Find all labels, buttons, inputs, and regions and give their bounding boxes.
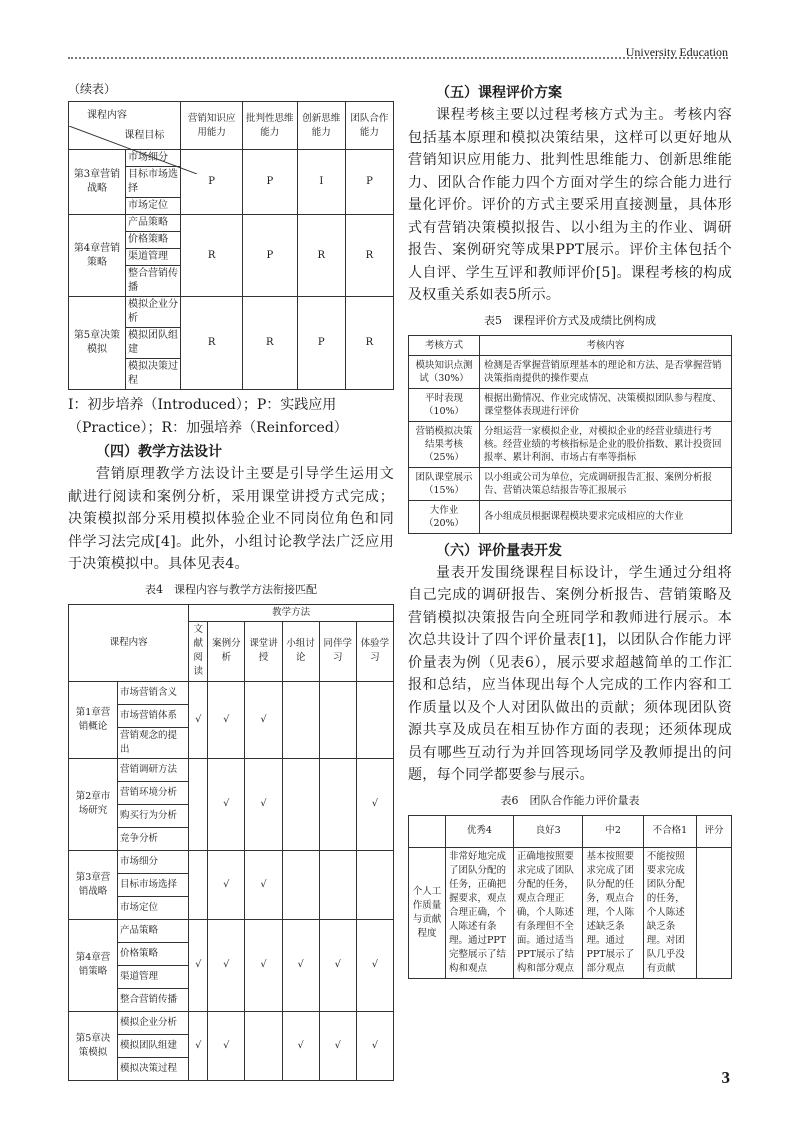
check-mark-cell [282, 758, 319, 850]
check-mark-cell: √ [189, 919, 208, 1011]
topic-cell: 市场营销含义 [118, 681, 189, 704]
topic-cell: 产品策略 [126, 215, 181, 232]
criteria-cell: 正确地按照要求完成了团队分配的任务，观点合理正确，个人陈述有条理但不全面。通过适当PPT展示了结构和部分观点 [513, 847, 583, 978]
check-mark-cell: √ [319, 1011, 356, 1080]
content-cell: 根据出勤情况、作业完成情况、决策模拟团队参与程度、课堂整体表现进行评价 [480, 388, 732, 421]
table3-continued [68, 101, 394, 390]
table5-header: 考核内容 [480, 335, 732, 355]
check-mark-cell: √ [245, 850, 282, 919]
method-cell: 团队课堂展示（15%） [409, 467, 480, 500]
topic-cell: 目标市场选择 [126, 167, 181, 198]
topic-cell: 模拟企业分析 [118, 1011, 189, 1034]
check-mark-cell: √ [208, 919, 245, 1011]
topic-cell: 模拟企业分析 [126, 297, 181, 328]
topic-cell: 营销调研方法 [118, 758, 189, 781]
check-mark-cell [319, 681, 356, 758]
chapter-cell: 第5章决策模拟 [69, 1011, 118, 1080]
criteria-cell: 基本按照要求完成了团队分配的任务，观点合理，个人陈述缺乏条理。通过PPT展示了部分观点 [583, 847, 643, 978]
table5-header: 考核方式 [409, 335, 480, 355]
value-cell: R [297, 215, 345, 297]
methods-header: 教学方法 [189, 604, 394, 621]
page-number: 3 [721, 1068, 730, 1087]
check-mark-cell [282, 850, 319, 919]
table-row [69, 919, 394, 942]
goal-header: 团队合作能力 [345, 102, 393, 150]
topic-cell: 竞争分析 [118, 827, 189, 850]
check-mark-cell [189, 758, 208, 850]
table-row [69, 758, 394, 781]
method-cell: 模块知识点测试（30%） [409, 355, 480, 388]
table6 [408, 815, 732, 979]
section4-text: 营销原理教学方法设计主要是引导学生运用文献进行阅读和案例分析，采用课堂讲授方式完成；决策模拟部分采用模拟体验企业不同岗位角色和同伴学习法完成[4]。此外，小组讨论教学法广泛应用于决策模拟中。具体见表4。 [68, 466, 394, 572]
criteria-cell: 不能按照要求完成团队分配的任务，个人陈述缺乏条理。对团队几乎没有贡献 [643, 847, 696, 978]
topic-cell: 市场定位 [118, 896, 189, 919]
table6-caption: 表6 团队合作能力评价量表 [500, 793, 640, 807]
method-cell: 营销模拟决策结果考核（25%） [409, 421, 480, 467]
check-mark-cell: √ [319, 919, 356, 1011]
table6-header [409, 815, 446, 847]
topic-cell: 市场细分 [126, 150, 181, 167]
check-mark-cell: √ [282, 919, 319, 1011]
table-row [69, 1011, 394, 1034]
method-header: 文献阅读 [189, 621, 208, 681]
check-mark-cell: √ [208, 850, 245, 919]
content-cell: 分组运营一家模拟企业，对模拟企业的经营业绩进行考核。经营业绩的考核指标是企业的股价指数、累计投资回报率、累计利润、市场占有率等指标 [480, 421, 732, 467]
check-mark-cell: √ [356, 919, 393, 1011]
topic-cell: 整合营销传播 [126, 266, 181, 297]
section6-title: （六）评价量表开发 [436, 542, 562, 559]
topic-cell: 市场营销体系 [118, 704, 189, 727]
topic-cell: 模拟团队组建 [126, 328, 181, 359]
chapter-cell: 第4章营销策略 [69, 215, 126, 297]
check-mark-cell: √ [245, 681, 282, 758]
check-mark-cell: √ [245, 758, 282, 850]
check-mark-cell: √ [245, 919, 282, 1011]
chapter-cell: 第5章决策模拟 [69, 297, 126, 390]
chapter-cell: 第3章营销战略 [69, 850, 118, 919]
table4 [68, 604, 394, 1081]
table5 [408, 335, 732, 534]
chapter-cell: 第4章营销策略 [69, 919, 118, 1011]
section6-text: 量表开发围绕课程目标设计，学生通过分组将自己完成的调研报告、案例分析报告、营销策略及营销模拟决策报告向全班同学和教师进行展示。本次总共设计了四个评价量表[1]，以团队合作能力评价量表为例（见表6），展示要求超越简单的工作汇报和总结，应当体现出每个人完成的工作内容和工作质量以及个人对团队做出的贡献；须体现团队资源共享及成员在相互协作方面的表现；还须体现成员有哪些互动行为并回答现场同学及教师提出的问题，每个同学都要参与展示。 [408, 564, 732, 783]
topic-cell: 产品策略 [118, 919, 189, 942]
method-header: 案例分析 [208, 621, 245, 681]
method-cell: 大作业（20%） [409, 500, 480, 533]
table6-header: 评分 [697, 815, 732, 847]
check-mark-cell: √ [189, 681, 208, 758]
topic-cell: 模拟决策过程 [126, 359, 181, 390]
chapter-cell: 第1章营销概论 [69, 681, 118, 758]
value-cell: P [242, 215, 297, 297]
check-mark-cell [356, 850, 393, 919]
check-mark-cell [356, 681, 393, 758]
table3-corner [69, 102, 181, 150]
check-mark-cell [245, 1011, 282, 1080]
topic-cell: 渠道管理 [118, 965, 189, 988]
section5-title: （五）课程评价方案 [436, 85, 562, 101]
topic-cell: 购买行为分析 [118, 804, 189, 827]
check-mark-cell [319, 758, 356, 850]
check-mark-cell: √ [208, 758, 245, 850]
table6-header: 良好3 [513, 815, 583, 847]
continued-label: （续表） [68, 82, 117, 96]
value-cell: R [345, 297, 393, 390]
topic-cell: 目标市场选择 [118, 873, 189, 896]
value-cell: R [345, 215, 393, 297]
method-cell: 平时表现（10%） [409, 388, 480, 421]
row-label-cell: 个人工作质量与贡献程度 [409, 847, 446, 978]
topic-cell: 渠道管理 [126, 249, 181, 266]
journal-name: University Education [625, 45, 728, 59]
check-mark-cell: √ [356, 758, 393, 850]
value-cell: P [242, 150, 297, 215]
value-cell: I [297, 150, 345, 215]
criteria-cell: 非常好地完成了团队分配的任务，正确把握要求，观点合理正确，个人陈述有条理。通过PPT完整展示了结构和观点 [446, 847, 514, 978]
score-cell [697, 847, 732, 978]
value-cell: P [345, 150, 393, 215]
corner-top-label: 课程目标 [124, 129, 165, 141]
table-row [69, 850, 394, 873]
topic-cell: 价格策略 [126, 232, 181, 249]
check-mark-cell [282, 681, 319, 758]
method-header: 体验学习 [356, 621, 393, 681]
right-column [408, 80, 732, 979]
table4-caption: 表4 课程内容与教学方法衔接匹配 [145, 582, 317, 596]
topic-cell: 整合营销传播 [118, 988, 189, 1011]
check-mark-cell [319, 850, 356, 919]
table6-header: 不合格1 [643, 815, 696, 847]
check-mark-cell [189, 850, 208, 919]
table6-header: 优秀4 [446, 815, 514, 847]
topic-cell: 价格策略 [118, 942, 189, 965]
table-row [69, 681, 394, 704]
check-mark-cell: √ [208, 1011, 245, 1080]
goal-header: 创新思维能力 [297, 102, 345, 150]
topic-cell: 市场定位 [126, 198, 181, 215]
value-cell: P [181, 150, 243, 215]
check-mark-cell: √ [282, 1011, 319, 1080]
content-cell: 检测是否掌握营销原理基本的理论和方法、是否掌握营销决策指南提供的操作要点 [480, 355, 732, 388]
method-header: 小组讨论 [282, 621, 319, 681]
value-cell: R [181, 215, 243, 297]
content-cell: 以小组或公司为单位，完成调研报告汇报、案例分析报告、营销决策总结报告等汇报展示 [480, 467, 732, 500]
check-mark-cell: √ [208, 681, 245, 758]
chapter-cell: 第2章市场研究 [69, 758, 118, 850]
topic-cell: 模拟团队组建 [118, 1034, 189, 1057]
chapter-cell: 第3章营销战略 [69, 150, 126, 215]
section4-title: （四）教学方法设计 [96, 444, 222, 460]
check-mark-cell: √ [189, 1011, 208, 1080]
section5-text: 课程考核主要以过程考核方式为主。考核内容包括基本原理和模拟决策结果，这样可以更好地从营销知识应用能力、批判性思维能力、创新思维能力、团队合作能力四个方面对学生的综合能力进行量化评价。评价的方式主要采用直接测量，具体形式有营销决策模拟报告、以小组为主的作业、调研报告、案例研究等成果PPT展示。评价主体包括个人自评、学生互评和教师评价[5]。课程考核的构成及权重关系如表5所示。 [408, 107, 732, 303]
legend-note: I：初步培养（Introduced）；P：实践应用（Practice）；R：加强培养（Reinforced） [68, 397, 348, 436]
check-mark-cell: √ [356, 1011, 393, 1080]
content-header: 课程内容 [69, 604, 189, 681]
corner-bottom-label: 课程内容 [87, 109, 127, 121]
table6-header: 中2 [583, 815, 643, 847]
topic-cell: 模拟决策过程 [118, 1057, 189, 1080]
table5-caption: 表5 课程评价方式及成绩比例构成 [484, 313, 656, 327]
value-cell: P [297, 297, 345, 390]
value-cell: R [181, 297, 243, 390]
method-header: 同伴学习 [319, 621, 356, 681]
topic-cell: 市场细分 [118, 850, 189, 873]
left-column [68, 80, 394, 1081]
topic-cell: 营销环境分析 [118, 781, 189, 804]
goal-header: 营销知识应用能力 [181, 102, 243, 150]
content-cell: 各小组成员根据课程模块要求完成相应的大作业 [480, 500, 732, 533]
value-cell: R [242, 297, 297, 390]
topic-cell: 营销观念的提出 [118, 727, 189, 758]
method-header: 课堂讲授 [245, 621, 282, 681]
goal-header: 批判性思维能力 [242, 102, 297, 150]
